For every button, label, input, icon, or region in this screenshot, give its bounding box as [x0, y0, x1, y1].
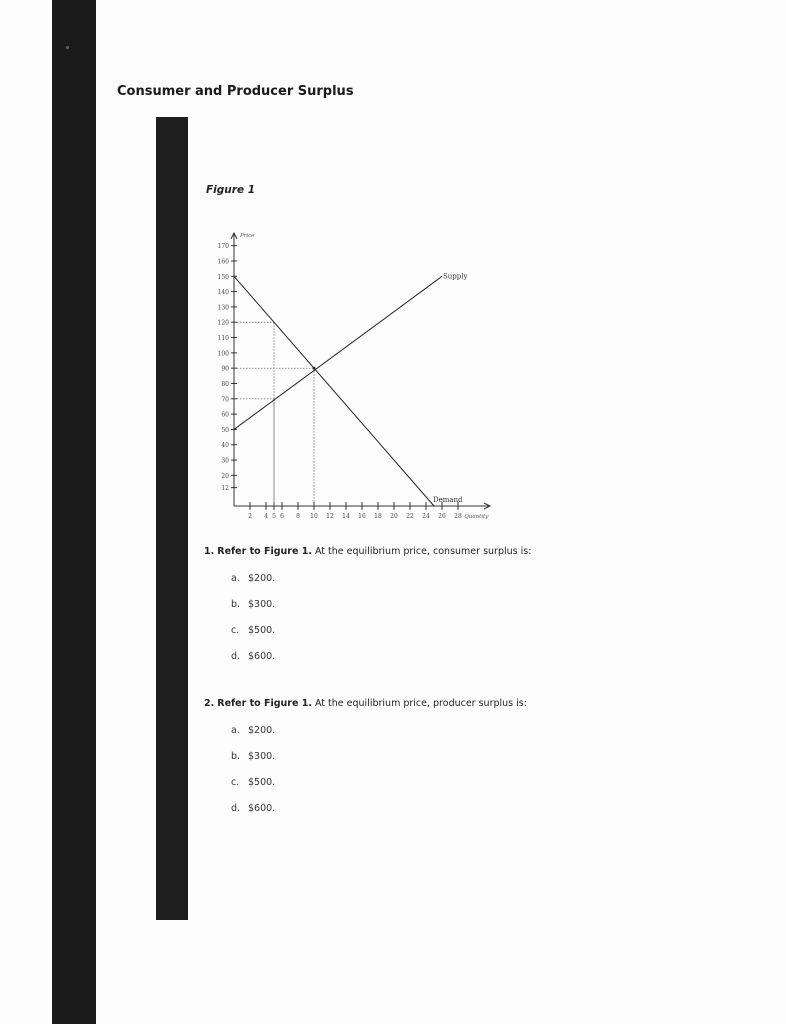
question-2-option-d[interactable]	[231, 803, 275, 814]
supply-label: Supply	[443, 272, 468, 281]
option-letter: a.	[231, 725, 240, 736]
x-tick-label: 6	[280, 513, 284, 520]
x-tick-label: 22	[406, 513, 414, 520]
x-tick-label: 4	[264, 513, 268, 520]
option-text: $500.	[248, 625, 276, 636]
option-text: $300.	[248, 599, 276, 610]
y-tick-label: 12	[221, 485, 229, 493]
scan-shadow-inner	[156, 117, 188, 920]
page-title: Consumer and Producer Surplus	[117, 84, 354, 99]
x-tick-label: 14	[342, 513, 350, 520]
question-1	[204, 546, 531, 557]
option-letter: d.	[231, 803, 241, 814]
series-supply-line	[234, 276, 442, 429]
x-tick-label: 24	[422, 513, 430, 520]
y-tick-label: 100	[217, 350, 229, 358]
x-axis-title: Quantity	[464, 514, 489, 520]
x-tick-label: 10	[310, 513, 318, 520]
x-tick-label: 26	[438, 513, 446, 520]
option-text: $600.	[248, 651, 276, 662]
question-text: At the equilibrium price, consumer surplus is:	[314, 546, 532, 557]
option-letter: b.	[231, 751, 241, 762]
option-text: $200.	[248, 725, 276, 736]
series-demand-line	[234, 276, 434, 506]
option-text: $200.	[248, 573, 276, 584]
supply-demand-chart	[196, 228, 516, 524]
question-2-option-c[interactable]	[231, 777, 275, 788]
y-tick-label: 90	[221, 365, 229, 373]
y-tick-label: 30	[221, 457, 229, 465]
x-tick-label: 2	[248, 513, 252, 520]
y-tick-label: 140	[217, 289, 229, 297]
question-1-option-a[interactable]	[231, 573, 275, 584]
question-1-option-d[interactable]	[231, 651, 275, 662]
question-1-option-c[interactable]	[231, 625, 275, 636]
option-letter: a.	[231, 573, 240, 584]
y-tick-label: 70	[221, 396, 229, 404]
figure-label: Figure 1	[206, 184, 256, 196]
option-letter: c.	[231, 777, 240, 788]
question-2-option-b[interactable]	[231, 751, 275, 762]
option-letter: c.	[231, 625, 240, 636]
question-number: 1.	[204, 546, 215, 557]
question-2	[204, 698, 527, 709]
question-ref: Refer to Figure 1.	[217, 546, 312, 557]
option-text: $300.	[248, 751, 276, 762]
question-ref: Refer to Figure 1.	[217, 698, 312, 709]
y-tick-label: 120	[217, 319, 229, 327]
scan-speck	[66, 46, 69, 49]
question-number: 2.	[204, 698, 215, 709]
equilibrium-point	[313, 367, 316, 370]
option-letter: d.	[231, 651, 241, 662]
y-tick-label: 150	[217, 273, 229, 281]
x-tick-label: 20	[390, 513, 398, 520]
option-letter: b.	[231, 599, 241, 610]
y-tick-label: 50	[221, 426, 229, 434]
y-tick-label: 40	[221, 442, 229, 450]
y-tick-label: 60	[221, 411, 229, 419]
demand-label: Demand	[433, 496, 463, 504]
x-tick-label: 5	[272, 513, 276, 520]
question-1-option-b[interactable]	[231, 599, 275, 610]
x-tick-label: 12	[326, 513, 334, 520]
question-text: At the equilibrium price, producer surplus is:	[314, 698, 527, 709]
x-tick-label: 18	[374, 513, 382, 520]
question-2-option-a[interactable]	[231, 725, 275, 736]
y-tick-label: 110	[217, 335, 229, 343]
scan-shadow-left	[52, 0, 96, 1024]
option-text: $500.	[248, 777, 276, 788]
y-tick-label: 130	[217, 304, 229, 312]
x-tick-label: 8	[296, 513, 300, 520]
x-tick-label: 16	[358, 513, 366, 520]
option-text: $600.	[248, 803, 276, 814]
y-tick-label: 20	[221, 472, 229, 480]
y-tick-label: 170	[217, 243, 229, 251]
y-tick-label: 160	[217, 258, 229, 266]
x-tick-label: 28	[454, 513, 462, 520]
y-axis-title: Price	[240, 233, 255, 239]
y-tick-label: 80	[221, 380, 229, 388]
